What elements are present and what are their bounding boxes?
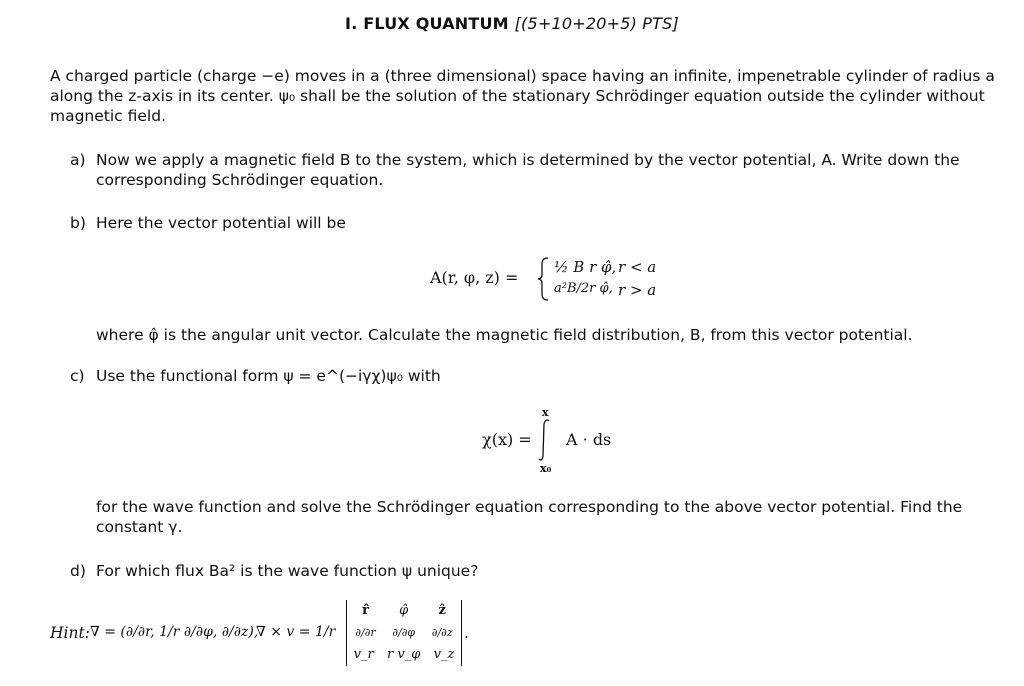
eq-chi-lower: x₀ bbox=[540, 462, 552, 475]
det-row-1 bbox=[347, 600, 461, 622]
det-phi-hat: φ̂ bbox=[399, 603, 409, 618]
intro-line-3: magnetic field. bbox=[50, 107, 167, 125]
item-b-label: b) bbox=[70, 214, 86, 232]
det-vr: v_r bbox=[353, 647, 374, 662]
item-c bbox=[70, 366, 1000, 386]
left-brace-icon bbox=[536, 256, 550, 302]
item-c-after2: constant γ. bbox=[96, 518, 183, 536]
det-row-3 bbox=[347, 644, 461, 666]
det-z-hat: ẑ bbox=[438, 603, 446, 618]
section-title bbox=[0, 14, 1024, 33]
det-vz: v_z bbox=[433, 647, 455, 662]
equation-vector-potential bbox=[430, 256, 690, 302]
title-points: [(5+10+20+5) PTS] bbox=[514, 14, 679, 33]
item-c-after bbox=[70, 497, 1000, 537]
det-d-dz: ∂/∂z bbox=[431, 626, 453, 639]
item-a-label: a) bbox=[70, 151, 86, 169]
det-row-2 bbox=[347, 622, 461, 644]
item-d bbox=[70, 561, 1000, 581]
eq-a-lhs: A(r, φ, z) = bbox=[430, 268, 519, 287]
item-c-after1: for the wave function and solve the Schrödinger equation corresponding to the above vector potential. Find the bbox=[96, 498, 963, 516]
det-d-dr: ∂/∂r bbox=[355, 626, 376, 639]
title-main: I. FLUX QUANTUM bbox=[345, 14, 509, 33]
item-b-after-text: where φ̂ is the angular unit vector. Calculate the magnetic field distribution, B, from this vector potential. bbox=[96, 326, 913, 344]
eq-a-case1-expr: ½ B r φ̂, bbox=[554, 258, 617, 276]
determinant-matrix bbox=[346, 600, 462, 666]
intro-line-1: A charged particle (charge −e) moves in a (three dimensional) space having an infinite, impenetrable cylinder of radius a bbox=[50, 67, 995, 85]
eq-a-case2-expr: a²B/2r φ̂, bbox=[554, 281, 613, 296]
det-d-dphi: ∂/∂φ bbox=[392, 626, 416, 639]
eq-a-case2-cond: r > a bbox=[618, 281, 657, 299]
eq-a-case1-cond: r < a bbox=[618, 258, 657, 276]
item-a-line2: corresponding Schrödinger equation. bbox=[96, 171, 384, 189]
intro-line-2: along the z-axis in its center. ψ₀ shall be the solution of the stationary Schrödinger equation outside the cylinder without bbox=[50, 87, 985, 105]
det-r-hat: r̂ bbox=[362, 603, 369, 618]
eq-chi-integrand: A · ds bbox=[566, 430, 612, 449]
hint-curl: ∇ × v = 1/r bbox=[256, 624, 336, 640]
item-a bbox=[70, 150, 1000, 190]
equation-chi bbox=[482, 406, 632, 476]
item-b-line1: Here the vector potential will be bbox=[96, 214, 346, 232]
item-d-line1: For which flux Ba² is the wave function ψ unique? bbox=[96, 562, 479, 580]
intro-paragraph bbox=[50, 66, 1000, 126]
hint bbox=[50, 598, 510, 670]
hint-label: Hint: bbox=[50, 624, 90, 642]
item-b bbox=[70, 213, 1000, 233]
item-a-line1: Now we apply a magnetic field B to the system, which is determined by the vector potential, A. Write down the bbox=[96, 151, 960, 169]
item-c-line1: Use the functional form ψ = e^(−iγχ)ψ₀ with bbox=[96, 367, 441, 385]
integral-sign-icon bbox=[536, 418, 552, 462]
eq-chi-upper: x bbox=[542, 406, 549, 419]
item-b-after bbox=[70, 325, 1000, 345]
eq-chi-lhs: χ(x) = bbox=[482, 430, 532, 449]
hint-period: . bbox=[464, 624, 469, 642]
hint-nabla: ∇ = (∂/∂r, 1/r ∂/∂φ, ∂/∂z), bbox=[90, 624, 259, 640]
item-c-label: c) bbox=[70, 367, 85, 385]
item-d-label: d) bbox=[70, 562, 86, 580]
det-rvphi: r v_φ bbox=[387, 647, 421, 662]
